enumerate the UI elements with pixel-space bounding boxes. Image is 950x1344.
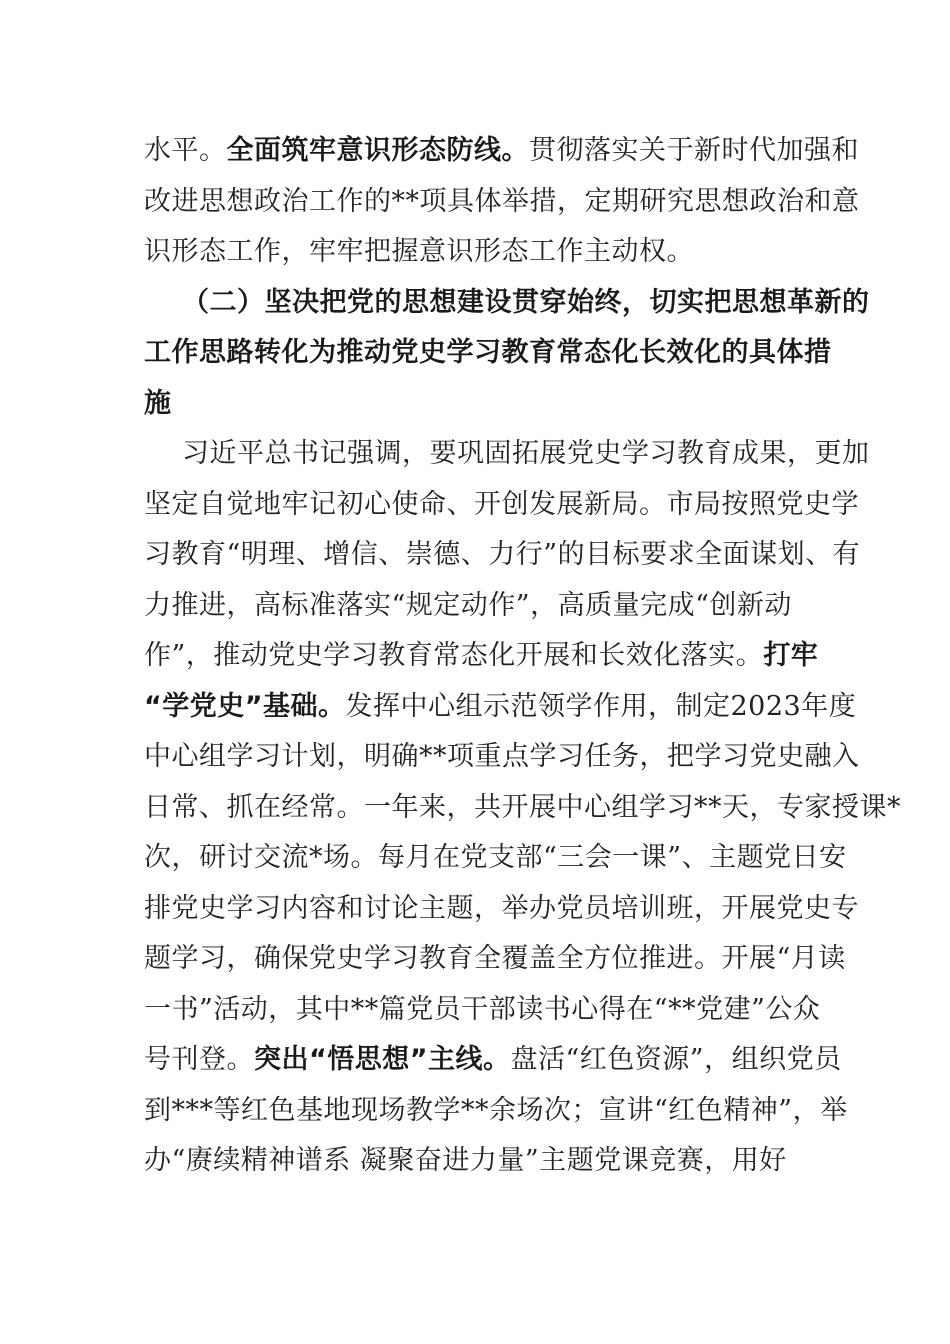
text-segment: 办“赓续精神谱系 凝聚奋进力量”主题党课竞赛，用好 bbox=[144, 1145, 787, 1176]
text-line bbox=[144, 480, 859, 531]
section-heading-line bbox=[144, 278, 870, 329]
text-segment: 坚定自觉地牢记初心使命、开创发展新局。市局按照党史学 bbox=[144, 488, 859, 520]
text-line bbox=[144, 833, 847, 884]
text-segment: 贯彻落实关于新时代加强和 bbox=[529, 135, 859, 166]
text-line bbox=[144, 177, 860, 228]
text-segment: 作”，推动党史学习教育常态化开展和长效化落实。 bbox=[144, 640, 764, 671]
text-segment: 力推进，高标准落实“规定动作”，高质量完成“创新动 bbox=[144, 589, 792, 621]
text-segment: 识形态工作，牢牢把握意识形态工作主动权。 bbox=[144, 236, 694, 267]
text-line bbox=[144, 682, 857, 733]
text-segment: 水平。 bbox=[144, 135, 227, 166]
bold-phrase: （二）坚决把党的思想建设贯穿始终，切实把思想革新的 bbox=[182, 286, 870, 318]
section-heading-line bbox=[144, 328, 832, 379]
text-line bbox=[144, 530, 861, 581]
text-line bbox=[144, 581, 816, 632]
text-line bbox=[144, 884, 859, 935]
bold-phrase: 突出“悟思想”主线。 bbox=[254, 1044, 511, 1075]
text-line bbox=[144, 227, 816, 278]
text-segment: 盘活“红色资源”，组织党员 bbox=[510, 1044, 842, 1075]
text-line bbox=[144, 429, 870, 480]
text-segment: 一书”活动，其中**篇党员干部读书心得在“**党建”公众 bbox=[144, 993, 821, 1025]
bold-phrase: 打牢 bbox=[763, 640, 819, 671]
bold-phrase: 施 bbox=[144, 387, 172, 419]
bold-phrase: 全面筑牢意识形态防线。 bbox=[226, 135, 529, 166]
text-segment: 号刊登。 bbox=[144, 1044, 254, 1075]
text-line bbox=[144, 1086, 848, 1137]
text-line bbox=[144, 1035, 842, 1086]
text-segment: 次，研讨交流*场。每月在党支部“三会一课”、主题党日安 bbox=[144, 842, 847, 873]
text-segment: 排党史学习内容和讨论主题，举办党员培训班，开展党史专 bbox=[144, 892, 859, 924]
text-segment: 中心组学习计划，明确**项重点学习任务，把学习党史融入 bbox=[144, 741, 860, 772]
text-segment: 日常、抓在经常。一年来，共开展中心组学习**天，专家授课* bbox=[144, 791, 901, 823]
text-line bbox=[144, 1136, 816, 1187]
text-line bbox=[144, 934, 846, 985]
bold-phrase: 工作思路转化为推动党史学习教育常态化长效化的具体措 bbox=[144, 337, 832, 368]
text-segment: 到***等红色基地现场教学**余场次；宣讲“红色精神”，举 bbox=[144, 1094, 848, 1126]
text-segment: 发挥中心组示范领学作用，制定2023年度 bbox=[345, 690, 857, 722]
text-line bbox=[144, 783, 901, 834]
text-segment: 习教育“明理、增信、崇德、力行”的目标要求全面谋划、有 bbox=[144, 539, 861, 570]
text-line bbox=[144, 631, 819, 682]
text-segment: 改进思想政治工作的**项具体举措，定期研究思想政治和意 bbox=[144, 185, 860, 217]
text-segment: 题学习，确保党史学习教育全覆盖全方位推进。开展“月读 bbox=[144, 943, 846, 974]
document-body bbox=[144, 126, 901, 1187]
text-line bbox=[144, 126, 859, 177]
bold-phrase: “学党史”基础。 bbox=[144, 690, 346, 722]
text-line bbox=[144, 985, 821, 1036]
section-heading-line bbox=[144, 379, 816, 430]
text-line bbox=[144, 732, 860, 783]
text-segment: 习近平总书记强调，要巩固拓展党史学习教育成果，更加 bbox=[182, 438, 870, 469]
